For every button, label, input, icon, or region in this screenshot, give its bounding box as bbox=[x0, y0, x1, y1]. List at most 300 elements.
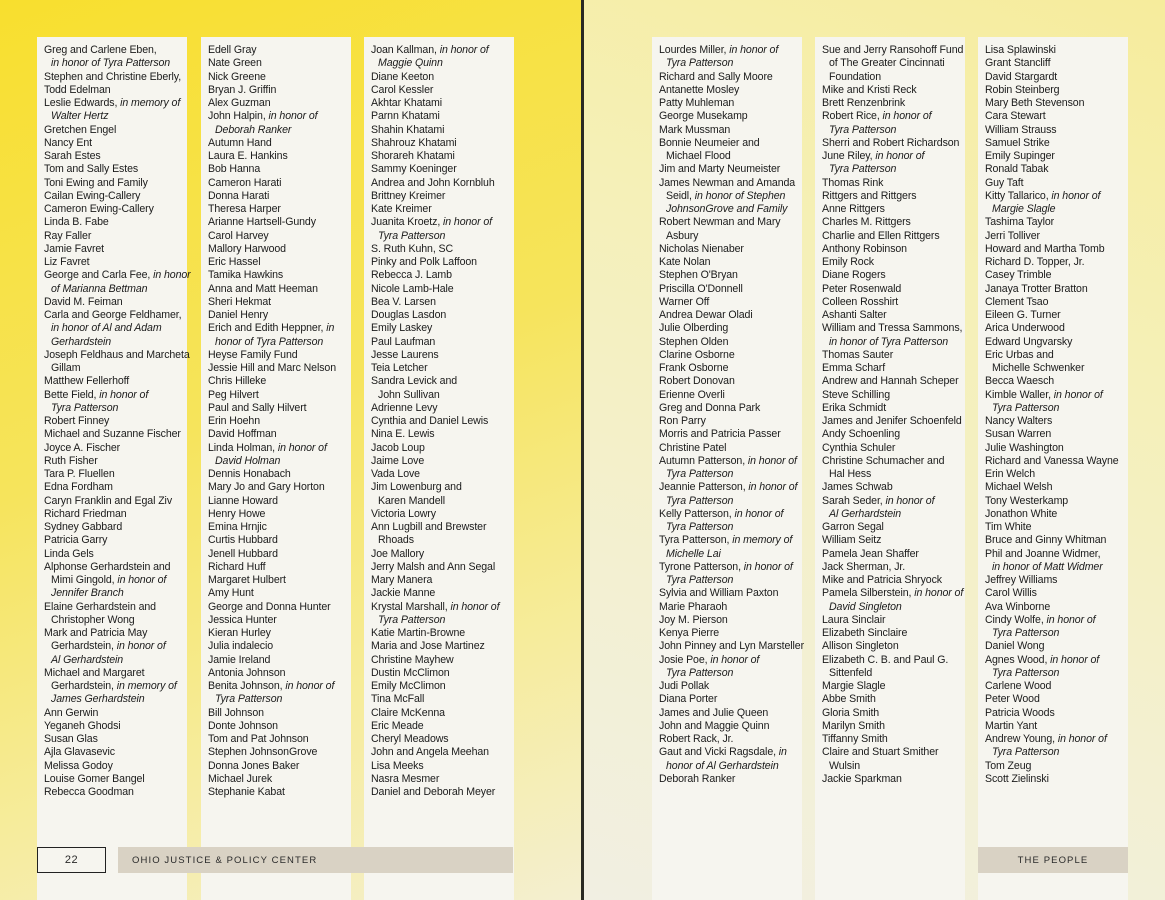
entry-text: Tyra Patterson bbox=[992, 746, 1060, 759]
dedication-text: in honor of bbox=[117, 574, 167, 586]
entry-text: Tyra Patterson bbox=[215, 693, 283, 706]
name-entry bbox=[822, 481, 958, 494]
entry-text: Pamela Silberstein, bbox=[822, 587, 915, 600]
name-entry bbox=[822, 44, 964, 57]
entry-text: Krystal Marshall, bbox=[371, 600, 451, 613]
name-entry-continuation bbox=[44, 693, 180, 706]
name-entry bbox=[371, 415, 507, 428]
name-entry-continuation bbox=[659, 495, 795, 508]
name-entry bbox=[659, 84, 795, 97]
entry-text: Jeannie Patterson, bbox=[659, 481, 749, 494]
name-entry bbox=[371, 362, 507, 375]
name-entry bbox=[822, 614, 958, 627]
name-entry bbox=[208, 640, 344, 653]
name-entry bbox=[208, 322, 344, 335]
dedication-text: in honor of bbox=[1051, 189, 1101, 202]
entry-text: Ava Winborne bbox=[985, 600, 1051, 613]
entry-text: Emily Supinger bbox=[985, 150, 1055, 162]
name-entry bbox=[44, 243, 180, 256]
name-entry bbox=[44, 601, 180, 614]
entry-text: honor of Tyra Patterson bbox=[215, 335, 324, 348]
dedication-text: in honor of bbox=[116, 640, 166, 653]
entry-text: David Stargardt bbox=[985, 70, 1058, 83]
name-entry-continuation bbox=[659, 548, 795, 561]
entry-text: Rebecca J. Lamb bbox=[371, 269, 452, 282]
entry-text: Leslie Edwards, bbox=[44, 97, 121, 109]
name-entry bbox=[659, 124, 795, 137]
entry-text: Tyra Patterson bbox=[829, 123, 897, 136]
entry-text: Tyra Patterson bbox=[666, 494, 734, 507]
name-entry bbox=[371, 296, 507, 309]
name-entry bbox=[659, 309, 795, 322]
entry-text: Emina Hrnjic bbox=[208, 521, 267, 533]
entry-text: Anthony Robinson bbox=[822, 242, 907, 255]
name-entry bbox=[659, 707, 795, 720]
entry-text: Edward Ungvarsky bbox=[985, 335, 1073, 348]
entry-text: Deborah Ranker bbox=[215, 123, 292, 136]
name-entry-continuation bbox=[44, 614, 180, 627]
entry-text: Bob Hanna bbox=[208, 163, 261, 176]
entry-text: of Marianna Bettman bbox=[51, 282, 148, 295]
entry-text: Greg and Donna Park bbox=[659, 401, 761, 414]
entry-text: Emily Rock bbox=[822, 256, 874, 268]
entry-text: Tom Zeug bbox=[985, 759, 1032, 772]
name-entry-continuation bbox=[659, 203, 795, 216]
entry-text: Ronald Tabak bbox=[985, 163, 1049, 176]
entry-text: Peter Rosenwald bbox=[822, 282, 902, 295]
entry-text: Charlie and Ellen Rittgers bbox=[822, 229, 940, 242]
name-entry bbox=[985, 71, 1121, 84]
entry-text: Michael Jurek bbox=[208, 772, 273, 785]
entry-text: Linda Gels bbox=[44, 547, 94, 560]
entry-text: Margaret Hulbert bbox=[208, 574, 286, 586]
entry-text: Elizabeth C. B. and Paul G. bbox=[822, 653, 949, 666]
entry-text: Eric Urbas and bbox=[985, 348, 1054, 361]
name-entry bbox=[985, 640, 1121, 653]
entry-text: Jackie Manne bbox=[371, 587, 436, 600]
name-entry bbox=[208, 442, 344, 455]
entry-text: Jack Sherman, Jr. bbox=[822, 560, 906, 573]
name-entry bbox=[208, 720, 344, 733]
name-entry bbox=[44, 269, 191, 282]
entry-text: Christine Patel bbox=[659, 441, 727, 454]
name-entry bbox=[208, 97, 344, 110]
entry-text: Antanette Mosley bbox=[659, 83, 740, 96]
name-entry bbox=[371, 786, 507, 799]
name-entry bbox=[208, 508, 344, 521]
entry-text: Gretchen Engel bbox=[44, 123, 117, 136]
entry-text: Jerri Tolliver bbox=[985, 229, 1040, 242]
name-entry bbox=[985, 773, 1121, 786]
entry-text: Donna Jones Baker bbox=[208, 759, 300, 772]
name-entry bbox=[208, 786, 344, 799]
entry-text: Antonia Johnson bbox=[208, 666, 286, 679]
name-entry bbox=[371, 587, 507, 600]
left-page bbox=[0, 0, 581, 900]
dedication-text: in honor of bbox=[914, 587, 964, 600]
entry-text: Michael and Suzanne Fischer bbox=[44, 428, 181, 441]
entry-text: Edell Gray bbox=[208, 44, 257, 56]
entry-text: Jennifer Branch bbox=[51, 587, 124, 600]
name-entry bbox=[208, 84, 344, 97]
name-entry bbox=[44, 455, 180, 468]
entry-text: George and Carla Fee, bbox=[44, 269, 154, 282]
entry-text: Nina E. Lewis bbox=[371, 428, 435, 441]
entry-text: Kimble Waller, bbox=[985, 388, 1054, 401]
name-entry bbox=[208, 746, 344, 759]
entry-text: Susan Warren bbox=[985, 428, 1052, 441]
name-entry bbox=[44, 124, 180, 137]
entry-text: Erin Hoehn bbox=[208, 415, 260, 427]
name-entry bbox=[985, 177, 1121, 190]
entry-text: Mary Beth Stevenson bbox=[985, 97, 1085, 109]
entry-text: Andrew Young, bbox=[985, 733, 1058, 745]
name-entry-continuation bbox=[822, 57, 958, 70]
name-entry bbox=[822, 150, 958, 163]
name-entry bbox=[44, 375, 180, 388]
name-entry-continuation bbox=[659, 521, 795, 534]
entry-text: Margie Slagle bbox=[992, 203, 1056, 215]
name-entry bbox=[659, 137, 795, 150]
entry-text: Nancy Ent bbox=[44, 136, 92, 149]
name-entry bbox=[371, 349, 507, 362]
name-entry-continuation bbox=[985, 561, 1121, 574]
entry-text: Teia Letcher bbox=[371, 362, 428, 374]
entry-text: Tyra Patterson bbox=[666, 666, 734, 679]
entry-text: Robert Newman and Mary bbox=[659, 216, 781, 229]
dedication-text: in honor of bbox=[277, 441, 327, 454]
entry-text: Nasra Mesmer bbox=[371, 772, 440, 785]
entry-text: Heyse Family Fund bbox=[208, 348, 298, 361]
name-entry bbox=[985, 574, 1121, 587]
name-entry bbox=[822, 561, 958, 574]
entry-text: Bruce and Ginny Whitman bbox=[985, 534, 1107, 547]
name-entry bbox=[44, 667, 180, 680]
entry-text: Anne Rittgers bbox=[822, 203, 885, 215]
entry-text: in honor of Al and Adam bbox=[51, 322, 162, 335]
name-entry bbox=[659, 428, 795, 441]
entry-text: Sydney Gabbard bbox=[44, 521, 123, 533]
entry-text: Pamela Jean Shaffer bbox=[822, 547, 919, 560]
name-entry bbox=[371, 190, 507, 203]
name-entry bbox=[44, 389, 180, 402]
entry-text: Bonnie Neumeier and bbox=[659, 136, 760, 149]
name-entry bbox=[659, 640, 805, 653]
name-entry bbox=[208, 402, 344, 415]
entry-text: Mike and Kristi Reck bbox=[822, 83, 917, 96]
entry-text: Shorareh Khatami bbox=[371, 150, 455, 162]
name-entry bbox=[208, 574, 344, 587]
name-entry-continuation bbox=[208, 693, 344, 706]
entry-text: Phil and Joanne Widmer, bbox=[985, 547, 1101, 560]
name-entry bbox=[822, 534, 958, 547]
entry-text: John Pinney and Lyn Marsteller bbox=[659, 640, 805, 653]
dedication-text: in honor of Stephen bbox=[694, 189, 786, 202]
name-entry bbox=[659, 534, 795, 547]
entry-text: Alphonse Gerhardstein and bbox=[44, 560, 171, 573]
name-entry bbox=[371, 163, 507, 176]
entry-text: Gillam bbox=[51, 362, 81, 374]
entry-text: Michelle Schwenker bbox=[992, 362, 1085, 374]
entry-text: Christopher Wong bbox=[51, 613, 135, 626]
name-entry-continuation bbox=[371, 57, 507, 70]
name-entry bbox=[208, 203, 344, 216]
entry-text: Maria and Jose Martinez bbox=[371, 640, 485, 653]
name-entry bbox=[985, 428, 1121, 441]
entry-text: Richard Friedman bbox=[44, 507, 127, 520]
entry-text: Amy Hunt bbox=[208, 587, 254, 600]
name-entry bbox=[985, 150, 1121, 163]
name-entry bbox=[371, 402, 507, 415]
dedication-text: in honor of bbox=[439, 44, 489, 56]
entry-text: Gerhardstein, bbox=[51, 680, 117, 692]
name-entry bbox=[208, 44, 344, 57]
name-entry bbox=[208, 309, 344, 322]
dedication-text: in bbox=[326, 322, 335, 335]
name-entry bbox=[659, 216, 795, 229]
name-entry-continuation bbox=[985, 667, 1121, 680]
entry-text: Parnn Khatami bbox=[371, 110, 440, 123]
entry-text: Tyra Patterson bbox=[829, 163, 897, 176]
entry-text: Kate Nolan bbox=[659, 256, 711, 268]
entry-text: Richard D. Topper, Jr. bbox=[985, 256, 1085, 268]
name-entry-continuation bbox=[985, 203, 1121, 216]
entry-text: Paul and Sally Hilvert bbox=[208, 401, 307, 414]
name-entry bbox=[371, 442, 507, 455]
name-entry bbox=[822, 362, 958, 375]
entry-text: Cara Stewart bbox=[985, 110, 1046, 123]
name-entry bbox=[822, 773, 958, 786]
name-entry bbox=[985, 269, 1121, 282]
name-entry bbox=[208, 296, 344, 309]
entry-text: Greg and Carlene Eben, bbox=[44, 44, 157, 56]
name-entry bbox=[659, 627, 795, 640]
entry-text: Elizabeth Sinclaire bbox=[822, 627, 908, 639]
entry-text: Bill Johnson bbox=[208, 706, 264, 719]
entry-text: Erich and Edith Heppner, bbox=[208, 322, 327, 335]
name-entry bbox=[208, 561, 344, 574]
entry-text: Tyra Patterson bbox=[992, 401, 1060, 414]
entry-text: John and Angela Meehan bbox=[371, 746, 489, 759]
entry-text: Erika Schmidt bbox=[822, 401, 887, 414]
entry-text: James Schwab bbox=[822, 481, 893, 494]
section-title-bar: THE PEOPLE bbox=[978, 847, 1128, 873]
name-entry bbox=[659, 349, 795, 362]
name-entry-continuation bbox=[371, 534, 507, 547]
entry-text: David Holman bbox=[215, 454, 281, 467]
name-entry bbox=[659, 654, 795, 667]
name-column-6 bbox=[978, 37, 1128, 900]
entry-text: Marie Pharaoh bbox=[659, 600, 728, 613]
entry-text: Carlene Wood bbox=[985, 680, 1052, 692]
name-entry bbox=[822, 389, 958, 402]
name-entry bbox=[208, 733, 344, 746]
name-entry bbox=[208, 375, 344, 388]
entry-text: Jackie Sparkman bbox=[822, 772, 902, 785]
name-entry bbox=[985, 654, 1121, 667]
name-entry bbox=[985, 455, 1121, 468]
name-entry bbox=[659, 256, 795, 269]
entry-text: Susan Glas bbox=[44, 733, 98, 745]
name-entry-continuation bbox=[371, 389, 507, 402]
entry-text: Pinky and Polk Laffoon bbox=[371, 256, 477, 268]
name-entry bbox=[371, 283, 507, 296]
entry-text: Liz Favret bbox=[44, 256, 90, 268]
name-entry bbox=[985, 216, 1121, 229]
entry-text: Robert Rice, bbox=[822, 110, 883, 123]
entry-text: Tyra Patterson bbox=[666, 574, 734, 586]
name-entry bbox=[44, 163, 180, 176]
entry-text: Michael Flood bbox=[666, 150, 731, 162]
entry-text: Guy Taft bbox=[985, 176, 1024, 189]
entry-text: Cheryl Meadows bbox=[371, 733, 449, 745]
entry-text: Jim and Marty Neumeister bbox=[659, 163, 781, 176]
entry-text: Joan Kallman, bbox=[371, 44, 440, 56]
entry-text: in honor of Tyra Patterson bbox=[829, 335, 949, 348]
entry-text: Mimi Gingold, bbox=[51, 574, 118, 586]
entry-text: Joe Mallory bbox=[371, 547, 425, 560]
name-entry bbox=[822, 177, 958, 190]
entry-text: Thomas Rink bbox=[822, 176, 884, 189]
name-entry bbox=[371, 97, 507, 110]
name-entry bbox=[44, 428, 180, 441]
dedication-text: in bbox=[778, 746, 787, 759]
name-entry bbox=[822, 375, 958, 388]
name-entry bbox=[659, 402, 795, 415]
name-entry bbox=[822, 349, 958, 362]
name-entry bbox=[371, 601, 507, 614]
entry-text: Daniel and Deborah Meyer bbox=[371, 786, 496, 798]
entry-text: Joy M. Pierson bbox=[659, 613, 728, 626]
name-entry-continuation bbox=[44, 283, 180, 296]
name-entry bbox=[371, 733, 507, 746]
name-entry bbox=[659, 389, 795, 402]
name-entry bbox=[822, 521, 958, 534]
entry-text: Stephanie Kabat bbox=[208, 786, 285, 798]
entry-text: Casey Trimble bbox=[985, 269, 1052, 282]
entry-text: Stephen JohnsonGrove bbox=[208, 746, 318, 759]
name-entry bbox=[208, 614, 344, 627]
name-entry bbox=[44, 442, 180, 455]
name-entry bbox=[371, 309, 507, 322]
name-entry bbox=[985, 601, 1121, 614]
name-entry bbox=[659, 296, 795, 309]
name-entry bbox=[44, 216, 180, 229]
name-entry-continuation bbox=[659, 190, 795, 203]
entry-text: Andrew and Hannah Scheper bbox=[822, 375, 959, 388]
entry-text: in honor of Matt Widmer bbox=[992, 560, 1103, 573]
name-entry bbox=[985, 587, 1121, 600]
name-entry bbox=[44, 44, 180, 57]
entry-text: Sarah Estes bbox=[44, 150, 101, 162]
name-entry bbox=[985, 389, 1121, 402]
name-entry bbox=[659, 680, 795, 693]
name-entry bbox=[44, 84, 180, 97]
entry-text: Cailan Ewing-Callery bbox=[44, 189, 141, 202]
entry-text: Benita Johnson, bbox=[208, 680, 286, 692]
entry-text: Emily McClimon bbox=[371, 680, 446, 692]
entry-text: Gloria Smith bbox=[822, 706, 880, 719]
dedication-text: in honor of bbox=[1050, 653, 1100, 666]
name-entry bbox=[208, 627, 344, 640]
entry-text: Theresa Harper bbox=[208, 203, 281, 215]
name-entry bbox=[822, 402, 958, 415]
name-entry bbox=[44, 137, 180, 150]
name-entry bbox=[44, 786, 180, 799]
entry-text: Mary Manera bbox=[371, 574, 433, 586]
entry-text: Christine Schumacher and bbox=[822, 454, 945, 467]
entry-text: Andrea and John Kornbluh bbox=[371, 176, 495, 189]
name-entry bbox=[985, 733, 1121, 746]
entry-text: Tyra Patterson bbox=[992, 666, 1060, 679]
name-entry bbox=[985, 44, 1121, 57]
entry-text: Mark Mussman bbox=[659, 123, 731, 136]
name-entry bbox=[659, 442, 795, 455]
entry-text: Michelle Lai bbox=[666, 547, 721, 560]
name-entry bbox=[985, 468, 1121, 481]
dedication-text: in honor of bbox=[734, 507, 784, 520]
name-entry bbox=[371, 640, 507, 653]
name-entry bbox=[371, 693, 507, 706]
name-entry bbox=[822, 720, 958, 733]
name-entry bbox=[659, 561, 795, 574]
name-entry bbox=[822, 587, 964, 600]
name-entry bbox=[659, 614, 795, 627]
name-entry bbox=[44, 296, 180, 309]
name-entry bbox=[44, 97, 180, 110]
name-entry-continuation bbox=[822, 163, 958, 176]
name-entry bbox=[208, 428, 344, 441]
name-entry bbox=[208, 495, 344, 508]
name-entry bbox=[659, 415, 795, 428]
entry-text: Laura Sinclair bbox=[822, 613, 886, 626]
name-entry-continuation bbox=[985, 402, 1121, 415]
name-entry bbox=[208, 216, 344, 229]
entry-text: Nick Greene bbox=[208, 70, 266, 83]
entry-text: Al Gerhardstein bbox=[829, 507, 902, 520]
name-entry bbox=[985, 442, 1121, 455]
name-entry bbox=[659, 773, 795, 786]
dedication-text: in honor of bbox=[743, 560, 793, 573]
entry-text: Daniel Henry bbox=[208, 309, 269, 321]
entry-text: Rhoads bbox=[378, 534, 414, 547]
entry-text: Wulsin bbox=[829, 759, 860, 772]
name-entry bbox=[371, 481, 507, 494]
name-entry bbox=[208, 57, 344, 70]
name-entry bbox=[985, 336, 1121, 349]
entry-text: Andy Schoenling bbox=[822, 428, 901, 441]
name-entry bbox=[371, 468, 507, 481]
name-entry bbox=[659, 693, 795, 706]
entry-text: Patty Muhleman bbox=[659, 97, 735, 109]
name-entry-continuation bbox=[822, 667, 958, 680]
entry-text: Shahrouz Khatami bbox=[371, 136, 457, 149]
page-number: 22 bbox=[37, 847, 106, 873]
name-entry bbox=[44, 415, 180, 428]
entry-text: Ann Lugbill and Brewster bbox=[371, 521, 487, 533]
name-entry bbox=[659, 362, 795, 375]
entry-text: Clement Tsao bbox=[985, 295, 1049, 308]
name-entry bbox=[371, 455, 507, 468]
entry-text: Sammy Koeninger bbox=[371, 163, 457, 176]
name-entry bbox=[985, 110, 1121, 123]
entry-text: Victoria Lowry bbox=[371, 507, 436, 520]
entry-text: Sue and Jerry Ransohoff Fund bbox=[822, 44, 964, 56]
name-entry bbox=[44, 348, 190, 362]
name-entry bbox=[659, 733, 795, 746]
entry-text: Carol Harvey bbox=[208, 229, 269, 242]
name-entry bbox=[822, 574, 958, 587]
